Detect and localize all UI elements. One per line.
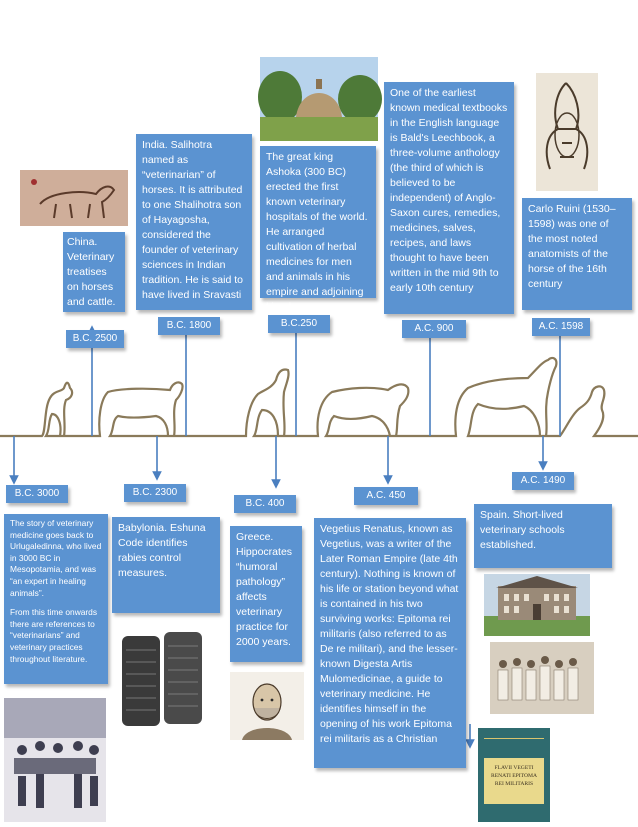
event-ruini-text: Carlo Ruini (1530–1598) was one of the most noted anatomists of the horse of the 16th century [528, 203, 616, 290]
event-india-text: India. Salihotra named as “veterinarian” of horses. It is attributed to one Shalihotra son of Hayagosha, considered the founder of veterinary sciences in Indian tradition. He is said to have lived in Sravasti [142, 139, 243, 301]
event-spain-box [474, 504, 612, 568]
date-b-c-2500: B.C. 2500 [66, 330, 124, 348]
event-leechbook-box [384, 82, 514, 314]
book-cover-line-3: REI MILITARIS [494, 781, 534, 787]
date-a-c-900: A.C. 900 [402, 320, 466, 338]
event-leechbook-text: One of the earliest known medical textbooks in the English language is Bald's Leechbook, a three-volume anthology (the third of which is believed to be independent) of Anglo-Saxon cures, remedies, medicines, salves, recipes, and laws thought to have been written in the mid 9th to early 10th century [390, 87, 508, 294]
event-china-box [63, 232, 125, 312]
event-mesopotamia-text: The story of veterinary medicine goes back to Urlugaledinna, who lived in 3000 BC in Mesopotamia, and was “an expert in healing animals”. [10, 518, 102, 598]
event-spain-text: Spain. Short-lived veterinary schools established. [480, 509, 565, 551]
clay-tablets-photo [118, 630, 206, 730]
chinese-horse-painting [20, 170, 128, 226]
timeline-line [0, 358, 638, 436]
event-mesopotamia-box [4, 514, 108, 684]
event-babylonia-box [112, 517, 220, 613]
event-ashoka-text: The great king Ashoka (300 BC) erected the first known veterinary hospitals of the world. He arranged cultivation of herbal medicines for men and animals in his empire and adjoining kingdoms. [266, 151, 368, 313]
event-greece-box [230, 526, 302, 662]
engraving-scene [4, 698, 106, 822]
date-b-c-400: B.C. 400 [234, 495, 296, 513]
event-ruini-box [522, 198, 632, 310]
hippocrates-portrait [230, 672, 304, 740]
group-photo [490, 642, 594, 714]
event-india-box [136, 134, 252, 310]
event-babylonia-text: Babylonia. Eshuna Code identifies rabies control measures. [118, 522, 206, 579]
event-vegetius-box [314, 518, 466, 768]
date-b-c-1800: B.C. 1800 [158, 317, 220, 335]
event-ashoka-box [260, 146, 376, 313]
date-a-c-1490: A.C. 1490 [512, 472, 574, 490]
book-cover [478, 728, 550, 822]
anatomy-horse-drawing [536, 73, 598, 191]
event-mesopotamia-text-2: From this time onwards there are references to “veterinarians” and veterinary practices throughout literature. [10, 607, 98, 664]
stupa-photo [260, 57, 378, 141]
date-b-c-2300: B.C. 2300 [124, 484, 186, 502]
school-building-photo [484, 574, 590, 636]
date-a-c-1598: A.C. 1598 [532, 318, 590, 336]
event-vegetius-text: Vegetius Renatus, known as Vegetius, was a writer of the Later Roman Empire (late 4th century). Nothing is known of his life or station beyond what is contained in his two surviving works: Epitoma rei militaris (also referred to as De re militari), and the lesser-known Digesta Artis Mulomedicinae, a guide to veterinary medicine. He identifies himself in the opening of his work Epitoma rei militaris as a Christian [320, 523, 459, 745]
date-b-c-3000: B.C. 3000 [6, 485, 68, 503]
event-greece-text: Greece. Hippocrates “humoral pathology” affects veterinary practice for 2000 years. [236, 531, 293, 648]
date-a-c-450: A.C. 450 [354, 487, 418, 505]
book-cover-line-1: FLAVII VEGETI [494, 765, 534, 771]
date-b-c-250: B.C.250 [268, 315, 330, 333]
event-china-text: China. Veterinary treatises on horses and cattle. [67, 236, 116, 308]
book-cover-line-2: RENATI EPITOMA [490, 773, 538, 779]
